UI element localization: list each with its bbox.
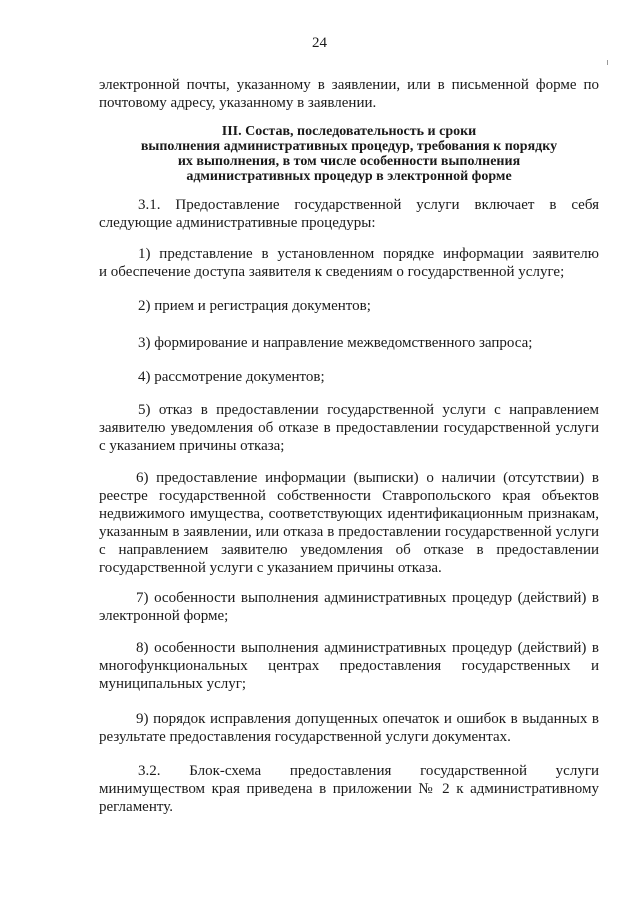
heading-line: выполнения административных процедур, требования к порядку [140,139,558,154]
text-line: указанным в заявлении, или отказа в предоставлении государственной услуги [99,524,599,540]
heading-line: их выполнения, в том числе особенности выполнения [177,154,521,169]
text-line: 1) представление в установленном порядке информации заявителю [138,246,599,262]
text-line: 2) прием и регистрация документов; [138,298,371,314]
text-line: 6) предоставление информации (выписки) о наличии (отсутствии) в [136,470,599,486]
list-item [99,245,599,281]
paragraph-3-1 [99,196,599,232]
heading-line: административных процедур в электронной форме [186,169,512,184]
text-line: заявителю уведомления об отказе в предоставлении государственной услуги [99,420,599,436]
text-line: и обеспечение доступа заявителя к сведениям о государственной услуге; [99,264,565,280]
list-item [99,639,599,693]
text-line: результате предоставления государственной услуги документах. [99,729,511,745]
list-item [99,469,599,577]
text-line: 3) формирование и направление межведомственного запроса; [138,335,533,351]
text-line: электронной почты, указанному в заявлении, или в письменной форме по [99,77,599,93]
page-number: 24 [312,35,327,51]
intro-paragraph [99,76,599,112]
text-line: многофункциональных центрах предоставления государственных и [99,658,599,674]
text-line: 8) особенности выполнения административных процедур (действий) в [136,640,599,656]
list-item [99,710,599,746]
list-item [99,589,599,625]
text-line: почтовому адресу, указанному в заявлении. [99,95,377,111]
text-line: следующие административные процедуры: [99,215,376,231]
heading-line: III. Состав, последовательность и сроки [221,124,477,139]
text-line: 5) отказ в предоставлении государственной услуги с направлением [138,402,599,418]
list-item [99,368,599,386]
text-line: минимуществом края приведена в приложении № 2 к административному [99,781,599,797]
paragraph-3-2 [99,762,599,816]
text-line: муниципальных услуг; [99,676,247,692]
text-line: государственной услуги с указанием причины отказа. [99,560,442,576]
text-line: электронной форме; [99,608,229,624]
scan-mark [607,60,608,65]
list-item [99,334,599,352]
text-line: реестре государственной собственности Ставропольского края объектов [99,488,599,504]
list-item [99,297,599,315]
text-line: 3.1. Предоставление государственной услуги включает в себя [138,197,599,213]
text-line: 9) порядок исправления допущенных опечаток и ошибок в выданных в [136,711,599,727]
text-line: 3.2. Блок-схема предоставления государственной услуги [138,763,599,779]
text-line: с указанием причины отказа; [99,438,285,454]
text-line: 4) рассмотрение документов; [138,369,325,385]
list-item [99,401,599,455]
text-line: 7) особенности выполнения административных процедур (действий) в [136,590,599,606]
text-line: недвижимого имущества, соответствующих идентификационным признакам, [99,506,599,522]
text-line: регламенту. [99,799,173,815]
text-line: с направлением заявителю уведомления об отказе в предоставлении [99,542,599,558]
section-heading [99,124,599,184]
